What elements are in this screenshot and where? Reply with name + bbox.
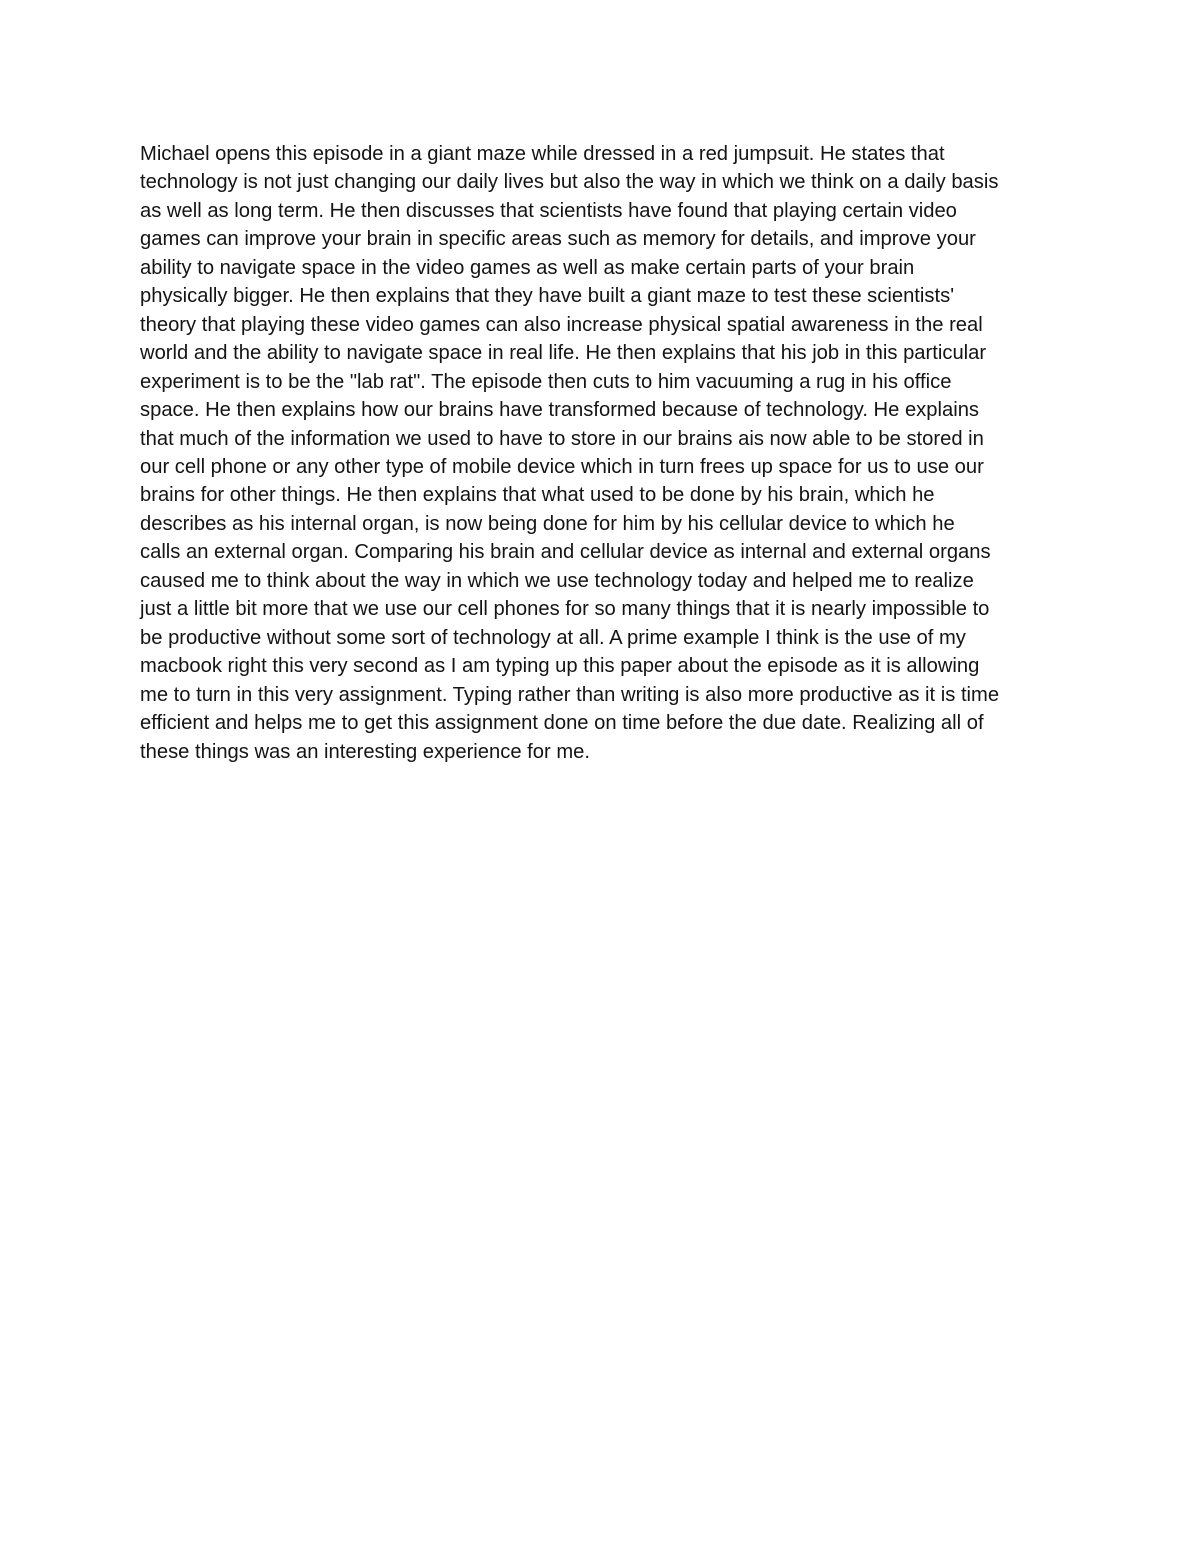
paragraph-line: as well as long term. He then discusses that scientists have found that playing certain video <box>140 199 957 222</box>
paragraph-line: caused me to think about the way in which we use technology today and helped me to realize <box>140 569 974 592</box>
paragraph-line: ability to navigate space in the video games as well as make certain parts of your brain <box>140 256 915 279</box>
paragraph-line: calls an external organ. Comparing his brain and cellular device as internal and external organs <box>140 541 991 564</box>
paragraph-line: Michael opens this episode in a giant maze while dressed in a red jumpsuit. He states that <box>140 143 945 165</box>
paragraph-line: just a little bit more that we use our cell phones for so many things that it is nearly impossible to <box>140 598 990 621</box>
paragraph-line: efficient and helps me to get this assignment done on time before the due date. Realizing all of <box>140 712 984 735</box>
paragraph-line: these things was an interesting experience for me. <box>140 740 590 763</box>
paragraph-line: me to turn in this very assignment. Typing rather than writing is also more productive as it is time <box>140 683 1000 706</box>
paragraph-line: macbook right this very second as I am typing up this paper about the episode as it is allowing <box>140 655 980 678</box>
paragraph-line: describes as his internal organ, is now being done for him by his cellular device to which he <box>140 512 955 535</box>
paragraph-line: our cell phone or any other type of mobile device which in turn frees up space for us to use our <box>140 455 984 478</box>
paragraph-line: experiment is to be the "lab rat". The episode then cuts to him vacuuming a rug in his office <box>140 370 952 393</box>
paragraph-line: theory that playing these video games can also increase physical spatial awareness in the real <box>140 313 983 336</box>
paragraph-line: technology is not just changing our daily lives but also the way in which we think on a daily basis <box>140 171 999 194</box>
paragraph-line: space. He then explains how our brains have transformed because of technology. He explains <box>140 399 980 422</box>
paragraph-line: be productive without some sort of technology at all. A prime example I think is the use of my <box>140 626 966 649</box>
paragraph-line: that much of the information we used to have to store in our brains ais now able to be stored in <box>140 427 984 450</box>
body-paragraph <box>140 140 1080 766</box>
paragraph-line: games can improve your brain in specific areas such as memory for details, and improve your <box>140 228 976 251</box>
paragraph-line: world and the ability to navigate space in real life. He then explains that his job in this particular <box>140 342 987 365</box>
paragraph-line: physically bigger. He then explains that they have built a giant maze to test these scientists' <box>140 285 955 308</box>
paragraph-line: brains for other things. He then explains that what used to be done by his brain, which he <box>140 484 935 507</box>
